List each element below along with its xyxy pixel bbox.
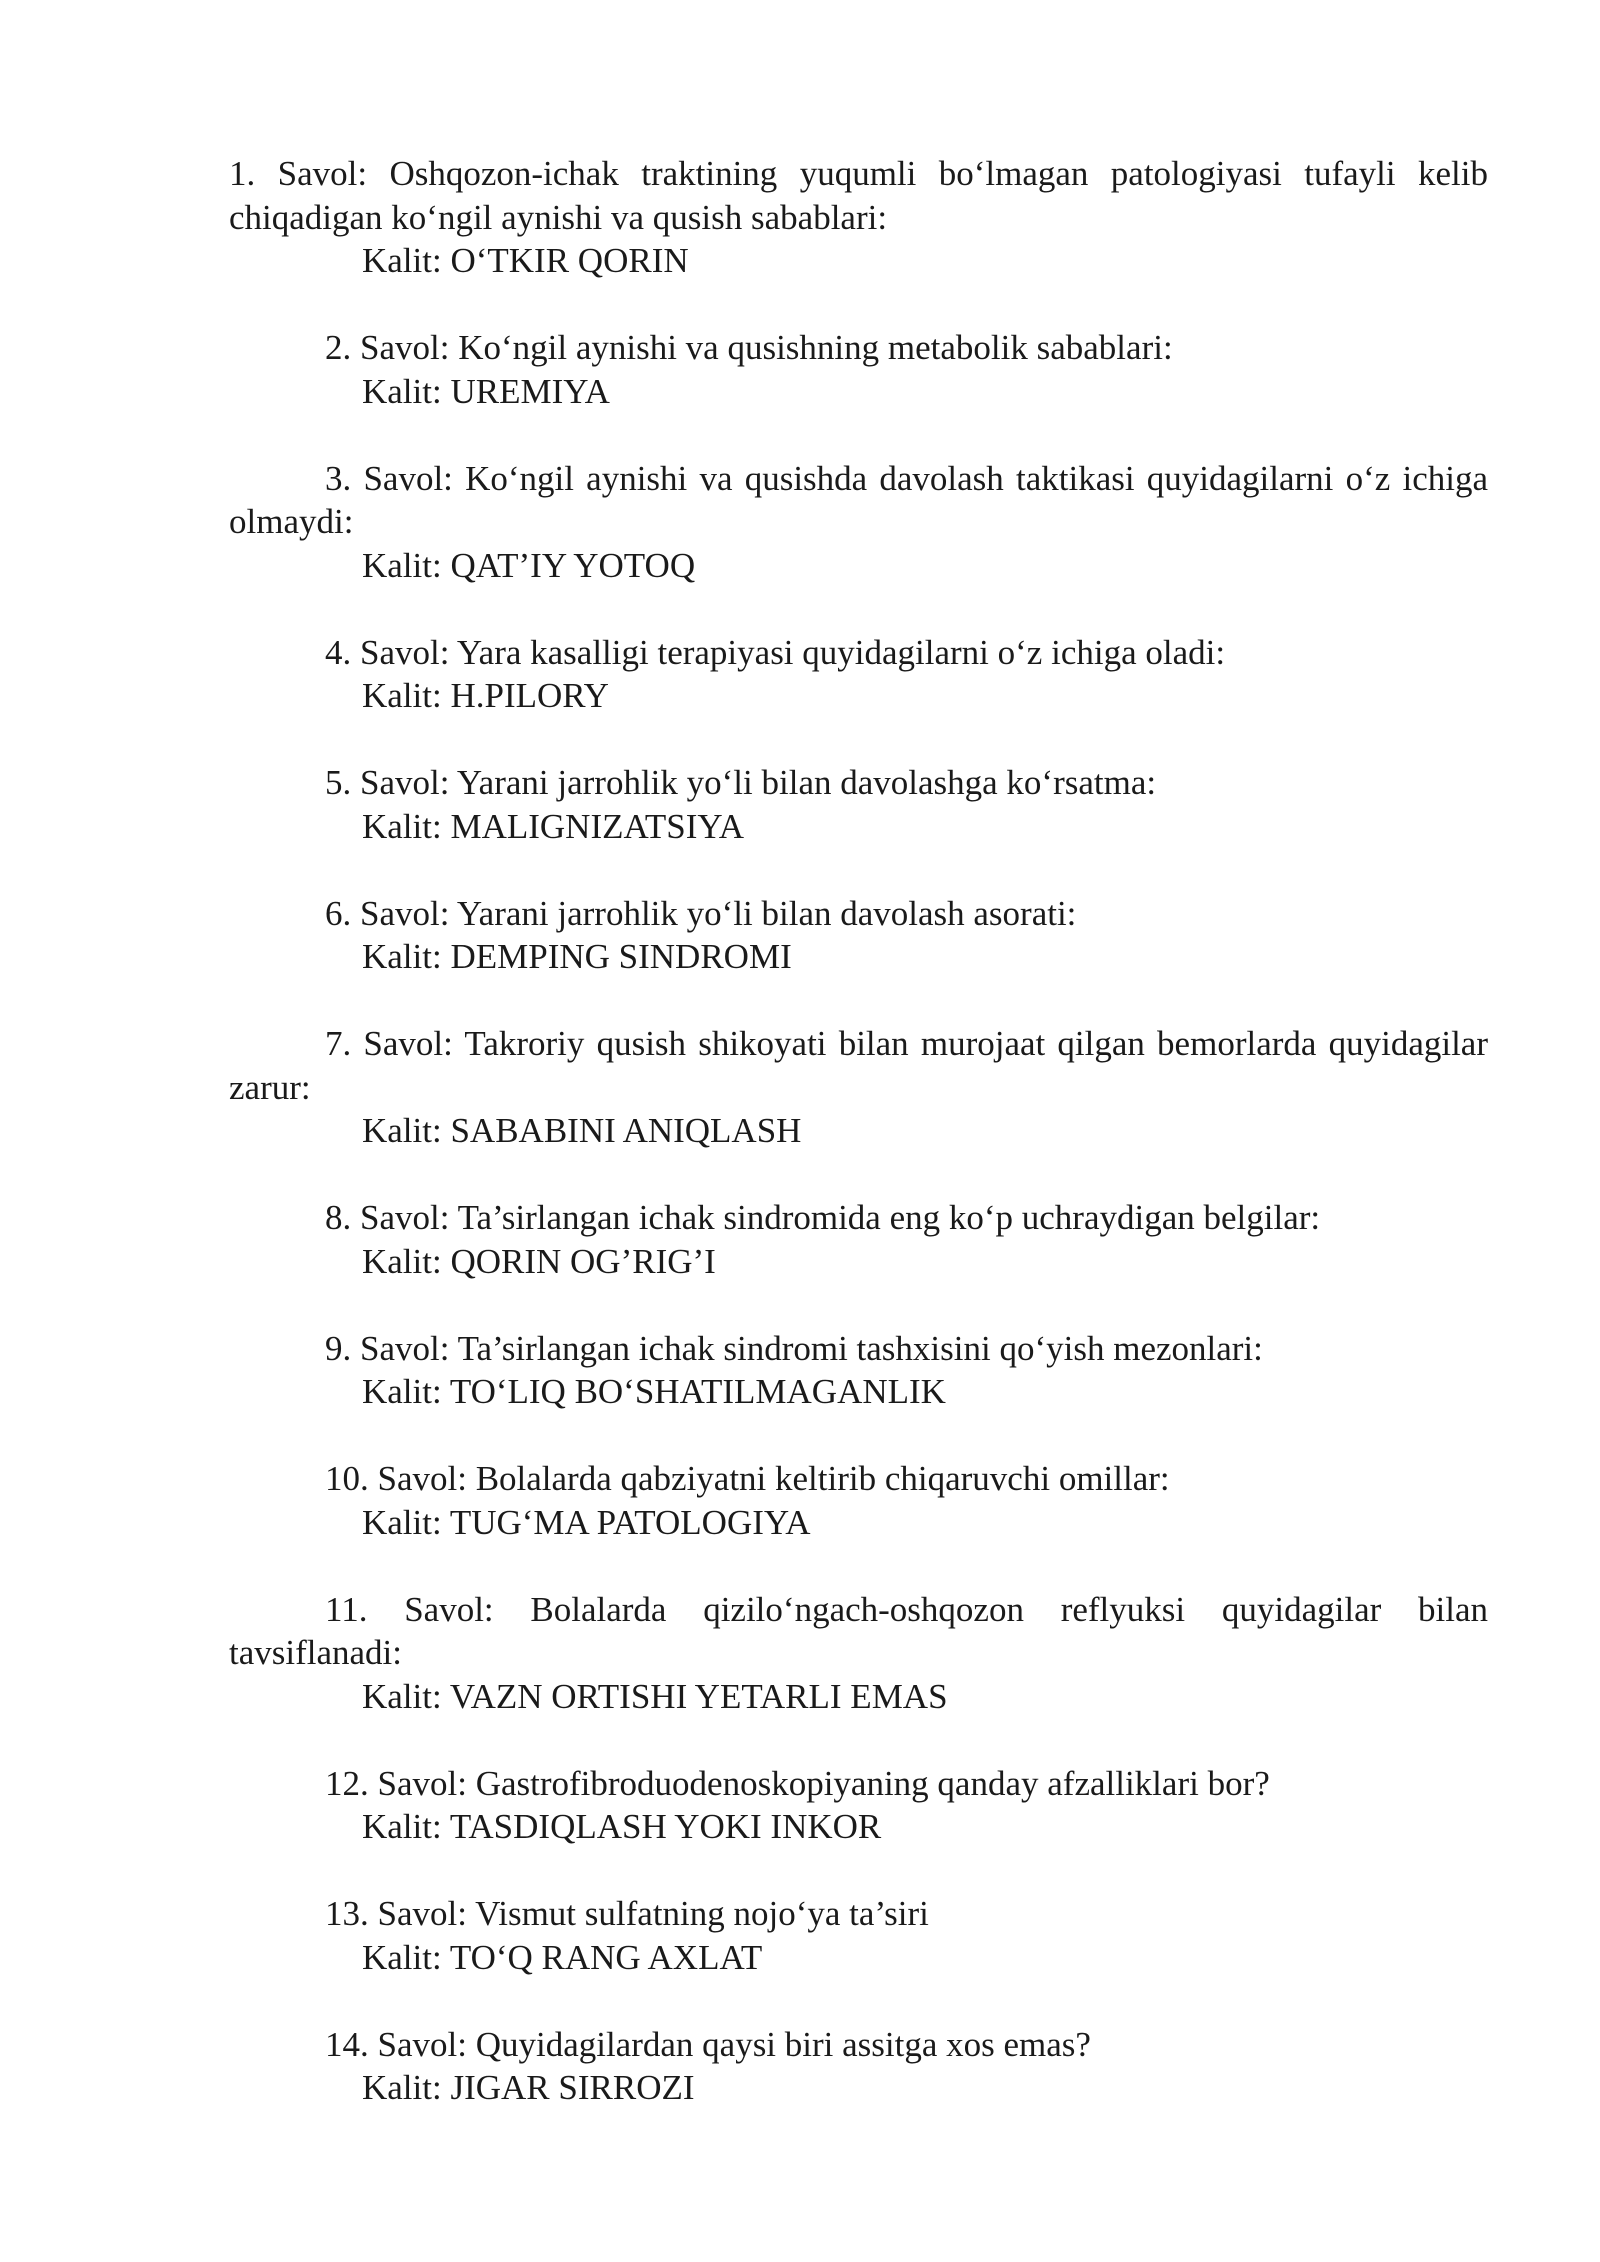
list-item [229, 892, 1488, 979]
list-item [229, 1588, 1488, 1719]
question-text: 5. Savol: Yarani jarrohlik yo‘li bilan davolashga ko‘rsatma: [325, 763, 1157, 802]
list-item [229, 1892, 1488, 1979]
list-item [229, 326, 1488, 413]
answer-key: Kalit: JIGAR SIRROZI [362, 2068, 695, 2107]
answer-key: Kalit: DEMPING SINDROMI [362, 937, 792, 976]
list-item [229, 1762, 1488, 1849]
question-text: 4. Savol: Yara kasalligi terapiyasi quyidagilarni o‘z ichiga oladi: [325, 632, 1226, 672]
answer-key: Kalit: O‘TKIR QORIN [362, 241, 689, 280]
question-text: 2. Savol: Ko‘ngil aynishi va qusishning metabolik sabablari: [325, 328, 1173, 367]
answer-key: Kalit: TO‘Q RANG AXLAT [362, 1937, 763, 1977]
list-item [229, 761, 1488, 848]
question-text: 11. Savol: Bolalarda qizilo‘ngach-oshqozon reflyuksi quyidagilar bilan tavsiflanadi: [229, 1589, 1488, 1672]
answer-key: Kalit: QAT’IY YOTOQ [362, 545, 696, 585]
list-item [229, 1327, 1488, 1414]
question-text: 14. Savol: Quyidagilardan qaysi biri assitga xos emas? [325, 2024, 1091, 2064]
list-item [229, 1022, 1488, 1153]
answer-key: Kalit: VAZN ORTISHI YETARLI EMAS [362, 1676, 948, 1716]
answer-key: Kalit: TUG‘MA PATOLOGIYA [362, 1502, 811, 1542]
list-item [229, 2023, 1488, 2110]
answer-key: Kalit: TASDIQLASH YOKI INKOR [362, 1807, 882, 1846]
answer-key: Kalit: MALIGNIZATSIYA [362, 806, 745, 846]
answer-key: Kalit: SABABINI ANIQLASH [362, 1111, 802, 1150]
list-item [229, 631, 1488, 718]
question-text: 3. Savol: Ko‘ngil aynishi va qusishda davolash taktikasi quyidagilarni o‘z ichiga olmaydi: [229, 458, 1488, 541]
question-text: 1. Savol: Oshqozon-ichak traktining yuqumli bo‘lmagan patologiyasi tufayli kelib chiqadigan ko‘ngil aynishi va qusish sabablari: [229, 154, 1488, 237]
list-item [229, 457, 1488, 588]
question-text: 13. Savol: Vismut sulfatning nojo‘ya ta’siri [325, 1894, 929, 1933]
question-text: 9. Savol: Ta’sirlangan ichak sindromi tashxisini qo‘yish mezonlari: [325, 1328, 1263, 1368]
list-item [229, 1457, 1488, 1544]
question-text: 10. Savol: Bolalarda qabziyatni keltirib chiqaruvchi omillar: [325, 1459, 1170, 1498]
question-text: 6. Savol: Yarani jarrohlik yo‘li bilan davolash asorati: [325, 893, 1077, 933]
answer-key: Kalit: QORIN OG’RIG’I [362, 1241, 716, 1281]
list-item [229, 1196, 1488, 1283]
question-text: 12. Savol: Gastrofibroduodenoskopiyaning qanday afzalliklari bor? [325, 1763, 1270, 1803]
question-list [229, 152, 1488, 2153]
answer-key: Kalit: UREMIYA [362, 371, 610, 411]
list-item [229, 152, 1488, 283]
answer-key: Kalit: TO‘LIQ BO‘SHATILMAGANLIK [362, 1372, 946, 1411]
question-text: 7. Savol: Takroriy qusish shikoyati bilan murojaat qilgan bemorlarda quyidagilar zarur: [229, 1024, 1488, 1107]
question-text: 8. Savol: Ta’sirlangan ichak sindromida eng ko‘p uchraydigan belgilar: [325, 1198, 1321, 1237]
answer-key: Kalit: H.PILORY [362, 676, 609, 715]
